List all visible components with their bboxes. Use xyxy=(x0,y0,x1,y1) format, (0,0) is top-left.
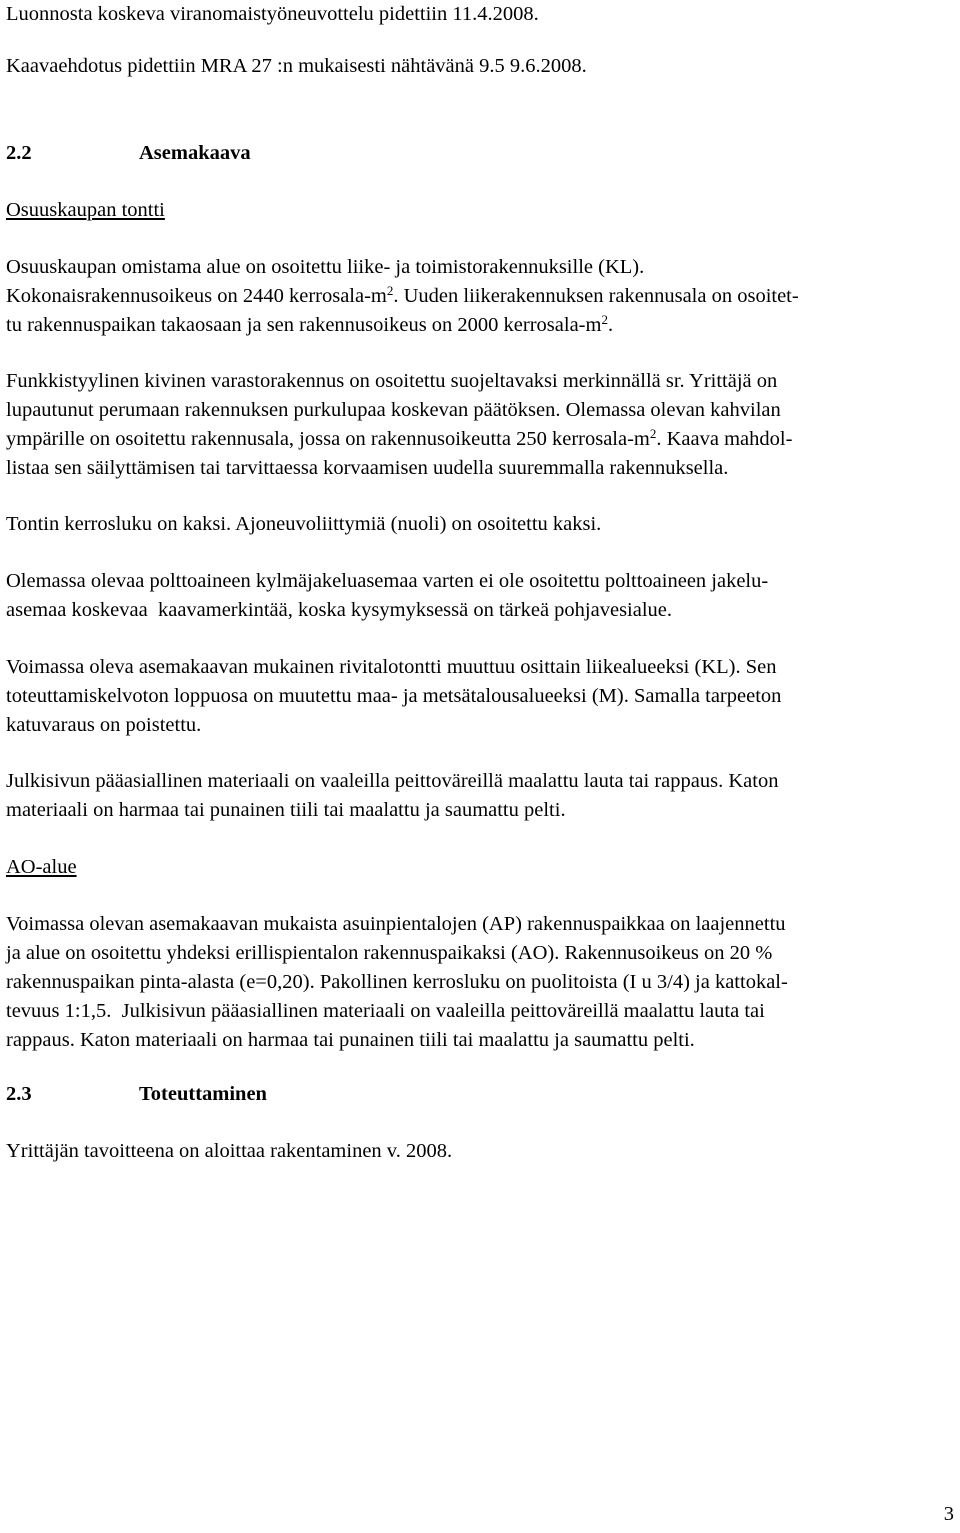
paragraph-5-line-1: Voimassa oleva asemakaavan mukainen rivitalotontti muuttuu osittain liikealueeksi (KL). Sen xyxy=(6,656,777,678)
page-number: 3 xyxy=(943,1503,954,1525)
section-2-3-text: Yrittäjän tavoitteena on aloittaa rakentaminen v. 2008. xyxy=(6,1140,453,1162)
ao-line-2: ja alue on osoitettu yhdeksi erillispientalon rakennuspaikaksi (AO). Rakennusoikeus on 20 % xyxy=(6,942,773,964)
section-2-2-heading xyxy=(6,139,251,168)
paragraph-6-line-2: materiaali on harmaa tai punainen tiili tai maalattu ja saumattu pelti. xyxy=(6,799,566,821)
superscript: 2 xyxy=(386,283,394,298)
section-title: Toteuttaminen xyxy=(139,1083,267,1105)
section-number: 2.2 xyxy=(6,142,32,164)
paragraph-6-line-1: Julkisivun pääasiallinen materiaali on vaaleilla peittoväreillä maalattu lauta tai rappaus. Katon xyxy=(6,770,779,792)
subheading-ao-alue: AO-alue xyxy=(6,856,77,878)
paragraph-2-line-2: lupautunut perumaan rakennuksen purkulupaa koskevan päätöksen. Olemassa olevan kahvilan xyxy=(6,399,781,421)
ao-line-1: Voimassa olevan asemakaavan mukaista asuinpientalojen (AP) rakennuspaikkaa on laajennettu xyxy=(6,913,786,935)
paragraph-5-line-2: toteuttamiskelvoton loppuosa on muutettu maa- ja metsätalousalueeksi (M). Samalla tarpeeton xyxy=(6,685,782,707)
paragraph-3: Tontin kerrosluku on kaksi. Ajoneuvoliittymiä (nuoli) on osoitettu kaksi. xyxy=(6,513,602,535)
text: . Uuden liikerakennuksen rakennusala on osoitet- xyxy=(393,285,799,307)
paragraph-4-line-1: Olemassa olevaa polttoaineen kylmäjakeluasemaa varten ei ole osoitettu polttoaineen jakelu- xyxy=(6,570,769,592)
section-2-3-heading xyxy=(6,1080,267,1109)
paragraph-1-line-1: Osuuskaupan omistama alue on osoitettu liike- ja toimistorakennuksille (KL). xyxy=(6,256,645,278)
subheading-osuuskaupan-tontti: Osuuskaupan tontti xyxy=(6,199,165,221)
paragraph-2-line-3 xyxy=(6,425,792,454)
paragraph-2-line-4: listaa sen säilyttämisen tai tarvittaessa korvaamisen uudella suuremmalla rakennuksella. xyxy=(6,457,729,479)
paragraph-5-line-3: katuvaraus on poistettu. xyxy=(6,714,202,736)
intro-line-2: Kaavaehdotus pidettiin MRA 27 :n mukaisesti nähtävänä 9.5 9.6.2008. xyxy=(6,55,587,77)
section-number: 2.3 xyxy=(6,1083,32,1105)
text: ympärille on osoitettu rakennusala, jossa on rakennusoikeutta 250 kerrosala-m xyxy=(6,428,650,450)
ao-line-5: rappaus. Katon materiaali on harmaa tai punainen tiili tai maalattu ja saumattu pelti. xyxy=(6,1029,695,1051)
paragraph-1-line-2 xyxy=(6,282,799,311)
paragraph-1-line-3 xyxy=(6,311,613,340)
ao-line-3: rakennuspaikan pinta-alasta (e=0,20). Pakollinen kerrosluku on puolitoista (I u 3/4) ja kattokal- xyxy=(6,971,788,993)
text: Kokonaisrakennusoikeus on 2440 kerrosala-m xyxy=(6,285,387,307)
intro-line-1: Luonnosta koskeva viranomaistyöneuvottelu pidettiin 11.4.2008. xyxy=(6,3,539,25)
paragraph-4-line-2: asemaa koskevaa kaavamerkintää, koska kysymyksessä on tärkeä pohjavesialue. xyxy=(6,599,673,621)
text: . Kaava mahdol- xyxy=(656,428,793,450)
text: . xyxy=(607,314,614,336)
text: tu rakennuspaikan takaosaan ja sen rakennusoikeus on 2000 kerrosala-m xyxy=(6,314,602,336)
superscript: 2 xyxy=(649,426,657,441)
section-title: Asemakaava xyxy=(139,142,251,164)
superscript: 2 xyxy=(601,312,608,327)
ao-line-4: tevuus 1:1,5. Julkisivun pääasiallinen materiaali on vaaleilla peittoväreillä maalattu lauta tai xyxy=(6,1000,765,1022)
paragraph-2-line-1: Funkkistyylinen kivinen varastorakennus on osoitettu suojeltavaksi merkinnällä sr. Yrittäjä on xyxy=(6,370,778,392)
